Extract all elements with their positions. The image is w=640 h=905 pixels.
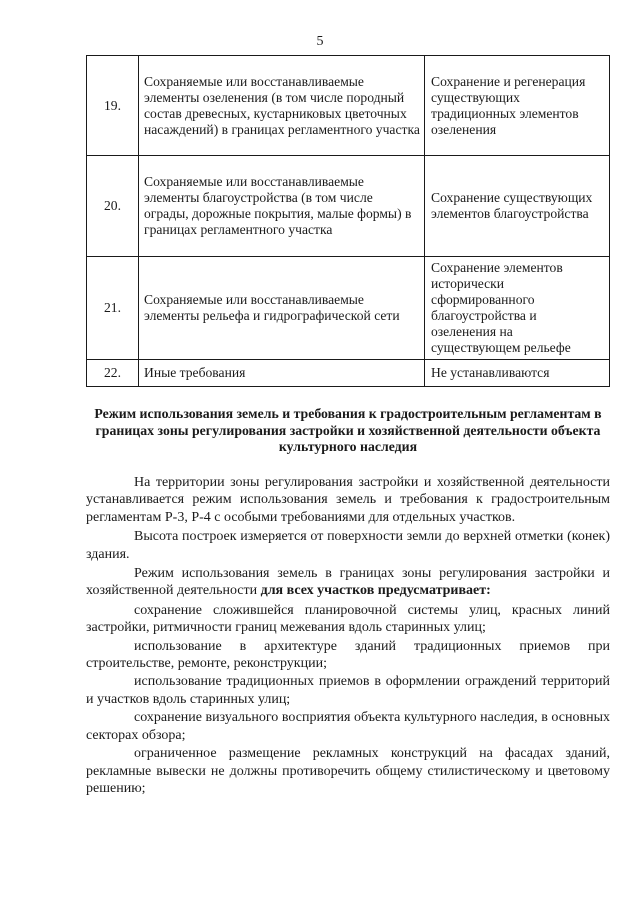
requirement-cell: Сохраняемые или восстанавливаемые элементы рельефа и гидрографической сети — [139, 257, 425, 360]
requirements-table — [86, 55, 610, 387]
list-item: использование традиционных приемов в оформлении ограждений территорий и участков вдоль старинных улиц; — [86, 674, 610, 707]
row-number: 21. — [87, 257, 139, 360]
body-text — [86, 474, 610, 798]
regulation-cell: Не устанавливаются — [425, 360, 610, 387]
table-row — [87, 156, 610, 257]
requirement-cell: Иные требования — [139, 360, 425, 387]
table-row — [87, 56, 610, 156]
paragraph-text: Режим использования земель в границах зоны регулирования застройки и хозяйственной деятельности — [86, 566, 610, 599]
paragraph — [86, 565, 610, 600]
regulation-cell: Сохранение существующих элементов благоустройства — [425, 156, 610, 257]
paragraph-bold-text: для всех участков предусматривает: — [260, 583, 491, 599]
page-number: 5 — [316, 34, 324, 49]
list-item: использование в архитектуре зданий традиционных приемов при строительстве, ремонте, реконструкции; — [86, 638, 610, 672]
row-number: 19. — [87, 56, 139, 156]
table-row — [87, 257, 610, 360]
list-item: ограниченное размещение рекламных конструкций на фасадах зданий, рекламные вывески не должны противоречить общему стилистическому и цветовому решению; — [86, 746, 610, 796]
regulation-cell: Сохранение и регенерация существующих традиционных элементов озеленения — [425, 56, 610, 156]
list-item: сохранение визуального восприятия объекта культурного наследия, в основных секторах обзора; — [86, 710, 610, 743]
section-heading: Режим использования земель и требования к градостроительным регламентам в границах зоны регулирования застройки и хозяйственной деятельности объекта культурного наследия — [94, 406, 602, 454]
requirement-cell: Сохраняемые или восстанавливаемые элементы озеленения (в том числе породный состав древесных, кустарниковых цветочных насаждений) в границах регламентного участка — [139, 56, 425, 156]
paragraph: Высота построек измеряется от поверхности земли до верхней отметки (конек) здания. — [86, 529, 610, 562]
row-number: 20. — [87, 156, 139, 257]
table-row — [87, 360, 610, 387]
row-number: 22. — [87, 360, 139, 387]
list-item: сохранение сложившейся планировочной системы улиц, красных линий застройки, ритмичности границ межевания вдоль старинных улиц; — [86, 602, 610, 636]
paragraph: На территории зоны регулирования застройки и хозяйственной деятельности устанавливается режим использования земель и требования к градостроительным регламентам Р-3, Р-4 с особыми требованиями для отдельных участков. — [86, 475, 610, 525]
requirement-cell: Сохраняемые или восстанавливаемые элементы благоустройства (в том числе ограды, дорожные покрытия, малые формы) в границах регламентного участка — [139, 156, 425, 257]
regulation-cell: Сохранение элементов исторически сформированного благоустройства и озеленения на существующем рельефе — [425, 257, 610, 360]
